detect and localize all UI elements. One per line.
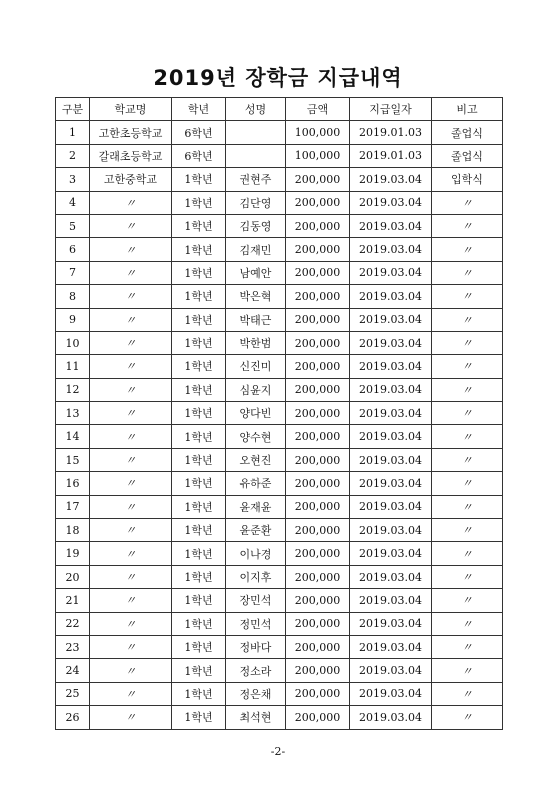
cell-no: 5: [56, 214, 90, 237]
table-row: [56, 121, 503, 144]
cell-date: 2019.03.04: [350, 261, 432, 284]
cell-grade: 1학년: [172, 261, 226, 284]
cell-school: 〃: [90, 448, 172, 471]
cell-date: 2019.03.04: [350, 589, 432, 612]
cell-no: 2: [56, 144, 90, 167]
cell-amount: 200,000: [286, 308, 350, 331]
cell-amount: 200,000: [286, 331, 350, 354]
table-row: [56, 682, 503, 705]
cell-name: 신진미: [226, 355, 286, 378]
cell-amount: 200,000: [286, 495, 350, 518]
cell-school: 〃: [90, 285, 172, 308]
cell-no: 10: [56, 331, 90, 354]
cell-no: 25: [56, 682, 90, 705]
cell-school: 〃: [90, 542, 172, 565]
cell-school: 〃: [90, 214, 172, 237]
cell-amount: 200,000: [286, 635, 350, 658]
cell-date: 2019.03.04: [350, 682, 432, 705]
cell-school: 〃: [90, 495, 172, 518]
cell-grade: 6학년: [172, 144, 226, 167]
cell-amount: 200,000: [286, 472, 350, 495]
cell-name: 김재민: [226, 238, 286, 261]
table-row: [56, 285, 503, 308]
table-row: [56, 238, 503, 261]
cell-school: 〃: [90, 238, 172, 261]
table-row: [56, 308, 503, 331]
cell-amount: 200,000: [286, 659, 350, 682]
cell-amount: 200,000: [286, 214, 350, 237]
table-row: [56, 168, 503, 191]
cell-school: 〃: [90, 706, 172, 729]
cell-school: 〃: [90, 565, 172, 588]
cell-date: 2019.03.04: [350, 168, 432, 191]
cell-amount: 200,000: [286, 542, 350, 565]
cell-date: 2019.03.04: [350, 402, 432, 425]
cell-note: 졸업식: [432, 121, 503, 144]
table-row: [56, 144, 503, 167]
cell-no: 15: [56, 448, 90, 471]
cell-grade: 1학년: [172, 308, 226, 331]
cell-note: 〃: [432, 355, 503, 378]
cell-no: 18: [56, 519, 90, 542]
table-row: [56, 589, 503, 612]
cell-name: 정은채: [226, 682, 286, 705]
cell-name: 오현진: [226, 448, 286, 471]
cell-school: 〃: [90, 308, 172, 331]
cell-note: 입학식: [432, 168, 503, 191]
cell-grade: 1학년: [172, 542, 226, 565]
cell-amount: 200,000: [286, 285, 350, 308]
cell-note: 〃: [432, 191, 503, 214]
table-row: [56, 565, 503, 588]
cell-no: 17: [56, 495, 90, 518]
cell-date: 2019.03.04: [350, 214, 432, 237]
cell-note: 〃: [432, 285, 503, 308]
table-row: [56, 612, 503, 635]
cell-amount: 200,000: [286, 168, 350, 191]
cell-note: 〃: [432, 495, 503, 518]
cell-amount: 200,000: [286, 238, 350, 261]
cell-name: 정민석: [226, 612, 286, 635]
table-row: [56, 519, 503, 542]
cell-school: 갈래초등학교: [90, 144, 172, 167]
cell-no: 8: [56, 285, 90, 308]
cell-no: 22: [56, 612, 90, 635]
cell-note: 〃: [432, 378, 503, 401]
cell-amount: 200,000: [286, 706, 350, 729]
cell-school: 〃: [90, 519, 172, 542]
cell-name: 박한범: [226, 331, 286, 354]
cell-grade: 1학년: [172, 706, 226, 729]
cell-note: 〃: [432, 542, 503, 565]
cell-no: 1: [56, 121, 90, 144]
header-amount: 금액: [286, 98, 350, 121]
page-number: -2-: [270, 745, 286, 758]
cell-grade: 1학년: [172, 472, 226, 495]
cell-date: 2019.03.04: [350, 706, 432, 729]
table-row: [56, 635, 503, 658]
cell-note: 〃: [432, 402, 503, 425]
table-row: [56, 425, 503, 448]
table-row: [56, 542, 503, 565]
cell-date: 2019.03.04: [350, 472, 432, 495]
table-row: [56, 214, 503, 237]
cell-amount: 200,000: [286, 191, 350, 214]
cell-amount: 200,000: [286, 402, 350, 425]
cell-amount: 200,000: [286, 589, 350, 612]
cell-name: 양수현: [226, 425, 286, 448]
cell-name: 심윤지: [226, 378, 286, 401]
cell-name: 정소라: [226, 659, 286, 682]
cell-no: 3: [56, 168, 90, 191]
cell-amount: 200,000: [286, 425, 350, 448]
cell-amount: 200,000: [286, 261, 350, 284]
cell-note: 〃: [432, 612, 503, 635]
cell-name: 김단영: [226, 191, 286, 214]
cell-grade: 1학년: [172, 682, 226, 705]
cell-grade: 1학년: [172, 402, 226, 425]
cell-grade: 1학년: [172, 191, 226, 214]
cell-date: 2019.03.04: [350, 612, 432, 635]
table-row: [56, 659, 503, 682]
cell-amount: 200,000: [286, 378, 350, 401]
cell-name: 이지후: [226, 565, 286, 588]
cell-school: 〃: [90, 331, 172, 354]
table-row: [56, 378, 503, 401]
cell-no: 23: [56, 635, 90, 658]
cell-date: 2019.03.04: [350, 495, 432, 518]
header-school: 학교명: [90, 98, 172, 121]
cell-note: 〃: [432, 659, 503, 682]
cell-no: 13: [56, 402, 90, 425]
table-row: [56, 472, 503, 495]
cell-name: 권현주: [226, 168, 286, 191]
cell-grade: 6학년: [172, 121, 226, 144]
table-header-row: [56, 98, 503, 121]
table-row: [56, 261, 503, 284]
header-no: 구분: [56, 98, 90, 121]
cell-amount: 100,000: [286, 121, 350, 144]
cell-no: 24: [56, 659, 90, 682]
cell-no: 9: [56, 308, 90, 331]
cell-school: 〃: [90, 355, 172, 378]
cell-grade: 1학년: [172, 168, 226, 191]
cell-amount: 100,000: [286, 144, 350, 167]
cell-name: 박은혁: [226, 285, 286, 308]
cell-note: 〃: [432, 565, 503, 588]
cell-grade: 1학년: [172, 214, 226, 237]
cell-date: 2019.03.04: [350, 191, 432, 214]
cell-school: 〃: [90, 425, 172, 448]
table-row: [56, 402, 503, 425]
cell-name: 김동영: [226, 214, 286, 237]
cell-grade: 1학년: [172, 659, 226, 682]
cell-name: 윤준환: [226, 519, 286, 542]
cell-grade: 1학년: [172, 448, 226, 471]
cell-no: 20: [56, 565, 90, 588]
cell-grade: 1학년: [172, 495, 226, 518]
cell-no: 6: [56, 238, 90, 261]
header-grade: 학년: [172, 98, 226, 121]
cell-grade: 1학년: [172, 285, 226, 308]
cell-name: 최석현: [226, 706, 286, 729]
cell-no: 21: [56, 589, 90, 612]
cell-school: 〃: [90, 402, 172, 425]
cell-grade: 1학년: [172, 565, 226, 588]
cell-note: 〃: [432, 635, 503, 658]
cell-grade: 1학년: [172, 519, 226, 542]
cell-note: 〃: [432, 308, 503, 331]
cell-note: 〃: [432, 261, 503, 284]
cell-amount: 200,000: [286, 355, 350, 378]
cell-grade: 1학년: [172, 378, 226, 401]
cell-no: 14: [56, 425, 90, 448]
cell-no: 19: [56, 542, 90, 565]
cell-no: 12: [56, 378, 90, 401]
cell-name: 남예안: [226, 261, 286, 284]
cell-grade: 1학년: [172, 612, 226, 635]
cell-date: 2019.03.04: [350, 331, 432, 354]
cell-school: 〃: [90, 589, 172, 612]
cell-amount: 200,000: [286, 448, 350, 471]
cell-school: 〃: [90, 635, 172, 658]
cell-name: 박태근: [226, 308, 286, 331]
cell-date: 2019.01.03: [350, 121, 432, 144]
cell-note: 졸업식: [432, 144, 503, 167]
table-row: [56, 331, 503, 354]
cell-no: 4: [56, 191, 90, 214]
cell-name: 윤재윤: [226, 495, 286, 518]
cell-grade: 1학년: [172, 355, 226, 378]
cell-school: 〃: [90, 261, 172, 284]
cell-date: 2019.03.04: [350, 425, 432, 448]
cell-note: 〃: [432, 519, 503, 542]
cell-note: 〃: [432, 331, 503, 354]
cell-grade: 1학년: [172, 238, 226, 261]
cell-note: 〃: [432, 425, 503, 448]
cell-note: 〃: [432, 472, 503, 495]
table-row: [56, 448, 503, 471]
cell-note: 〃: [432, 589, 503, 612]
cell-amount: 200,000: [286, 612, 350, 635]
cell-grade: 1학년: [172, 635, 226, 658]
cell-no: 7: [56, 261, 90, 284]
cell-name: 유하준: [226, 472, 286, 495]
cell-school: 고한초등학교: [90, 121, 172, 144]
header-name: 성명: [226, 98, 286, 121]
document-title: 2019년 장학금 지급내역: [153, 66, 403, 90]
scholarship-table: [55, 97, 503, 730]
cell-date: 2019.03.04: [350, 308, 432, 331]
cell-note: 〃: [432, 214, 503, 237]
table-row: [56, 191, 503, 214]
cell-school: 〃: [90, 612, 172, 635]
header-note: 비고: [432, 98, 503, 121]
cell-grade: 1학년: [172, 589, 226, 612]
table-row: [56, 355, 503, 378]
header-date: 지급일자: [350, 98, 432, 121]
cell-note: 〃: [432, 238, 503, 261]
cell-amount: 200,000: [286, 519, 350, 542]
cell-date: 2019.03.04: [350, 659, 432, 682]
cell-date: 2019.03.04: [350, 565, 432, 588]
cell-date: 2019.03.04: [350, 355, 432, 378]
cell-school: 〃: [90, 472, 172, 495]
cell-no: 16: [56, 472, 90, 495]
cell-note: 〃: [432, 706, 503, 729]
cell-grade: 1학년: [172, 425, 226, 448]
cell-name: 정바다: [226, 635, 286, 658]
cell-school: 〃: [90, 659, 172, 682]
table-row: [56, 495, 503, 518]
cell-grade: 1학년: [172, 331, 226, 354]
cell-note: 〃: [432, 682, 503, 705]
cell-date: 2019.03.04: [350, 519, 432, 542]
cell-date: 2019.03.04: [350, 378, 432, 401]
cell-amount: 200,000: [286, 565, 350, 588]
table-row: [56, 706, 503, 729]
cell-school: 〃: [90, 378, 172, 401]
cell-school: 〃: [90, 682, 172, 705]
cell-name: 이나경: [226, 542, 286, 565]
cell-no: 26: [56, 706, 90, 729]
cell-date: 2019.03.04: [350, 542, 432, 565]
cell-name: [226, 121, 286, 144]
cell-school: 〃: [90, 191, 172, 214]
cell-no: 11: [56, 355, 90, 378]
cell-name: [226, 144, 286, 167]
cell-name: 양다빈: [226, 402, 286, 425]
cell-amount: 200,000: [286, 682, 350, 705]
cell-date: 2019.03.04: [350, 238, 432, 261]
cell-date: 2019.03.04: [350, 635, 432, 658]
cell-note: 〃: [432, 448, 503, 471]
cell-date: 2019.01.03: [350, 144, 432, 167]
cell-school: 고한중학교: [90, 168, 172, 191]
cell-date: 2019.03.04: [350, 448, 432, 471]
cell-date: 2019.03.04: [350, 285, 432, 308]
cell-name: 장민석: [226, 589, 286, 612]
